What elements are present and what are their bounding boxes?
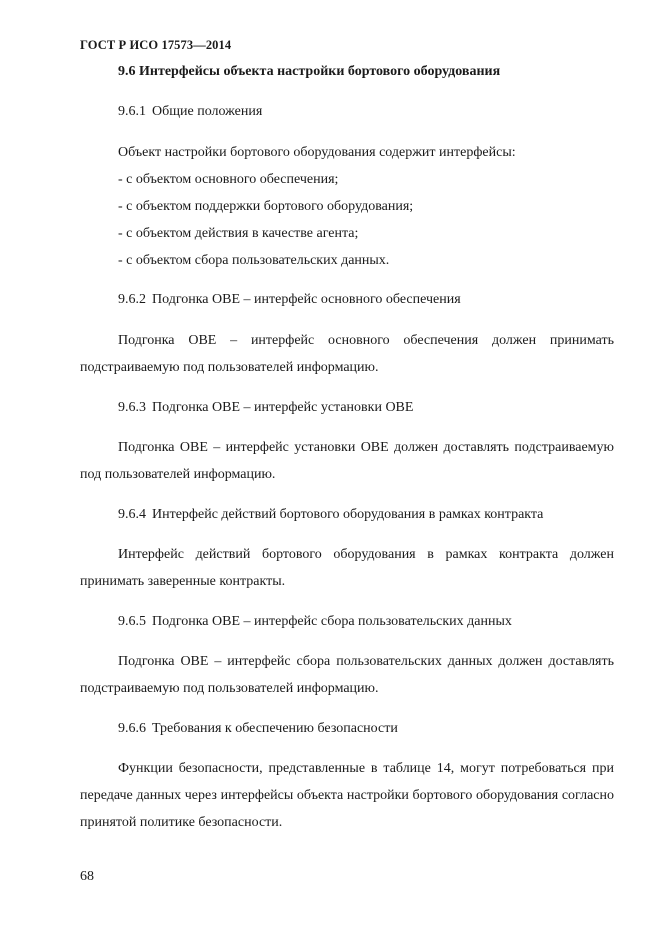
list-item: - с объектом поддержки бортового оборудования;: [118, 199, 414, 214]
paragraph: Подгонка OBE – интерфейс основного обеспечения должен принимать подстраиваемую под пользователей информацию.: [80, 333, 614, 375]
document-code-header: ГОСТ Р ИСО 17573—2014: [80, 38, 232, 52]
subsection-number: 9.6.6: [118, 721, 146, 736]
paragraph: Подгонка OBE – интерфейс установки OBE должен доставлять подстраиваемую под пользователей информацию.: [80, 440, 614, 482]
subsection-number: 9.6.3: [118, 400, 146, 415]
subsection-number: 9.6.2: [118, 292, 146, 307]
paragraph: Интерфейс действий бортового оборудования в рамках контракта должен принимать заверенные контракты.: [80, 547, 614, 589]
page-number: 68: [80, 869, 94, 884]
subsection-heading-9-6-1: [118, 104, 262, 120]
interfaces-intro: Объект настройки бортового оборудования содержит интерфейсы:: [118, 145, 516, 160]
list-item: - с объектом действия в качестве агента;: [118, 226, 359, 241]
subsection-heading-9-6-5: [118, 614, 512, 630]
subsection-heading-9-6-2: [118, 292, 461, 308]
subsection-heading-9-6-4: [118, 507, 543, 523]
paragraph: Подгонка OBE – интерфейс сбора пользовательских данных должен доставлять подстраиваемую под пользователей информацию.: [80, 654, 614, 696]
paragraph: Функции безопасности, представленные в таблице 14, могут потребоваться при передаче данных через интерфейсы объекта настройки бортового оборудования согласно принятой политике безопасности.: [80, 761, 614, 830]
subsection-number: 9.6.4: [118, 507, 146, 522]
subsection-number: 9.6.1: [118, 104, 146, 119]
subsection-number: 9.6.5: [118, 614, 146, 629]
section-title: 9.6 Интерфейсы объекта настройки бортового оборудования: [118, 64, 501, 79]
list-item: - с объектом основного обеспечения;: [118, 172, 339, 187]
subsection-heading-9-6-6: [118, 721, 398, 737]
subsection-heading-9-6-3: [118, 400, 413, 416]
subsection-title: Интерфейс действий бортового оборудования в рамках контракта: [152, 507, 544, 522]
subsection-title: Общие положения: [152, 104, 263, 119]
subsection-title: Подгонка OBE – интерфейс сбора пользовательских данных: [152, 614, 512, 629]
subsection-title: Подгонка OBE – интерфейс установки OBE: [152, 400, 414, 415]
list-item: - с объектом сбора пользовательских данных.: [118, 253, 390, 268]
subsection-title: Требования к обеспечению безопасности: [152, 721, 398, 736]
subsection-title: Подгонка OBE – интерфейс основного обеспечения: [152, 292, 461, 307]
